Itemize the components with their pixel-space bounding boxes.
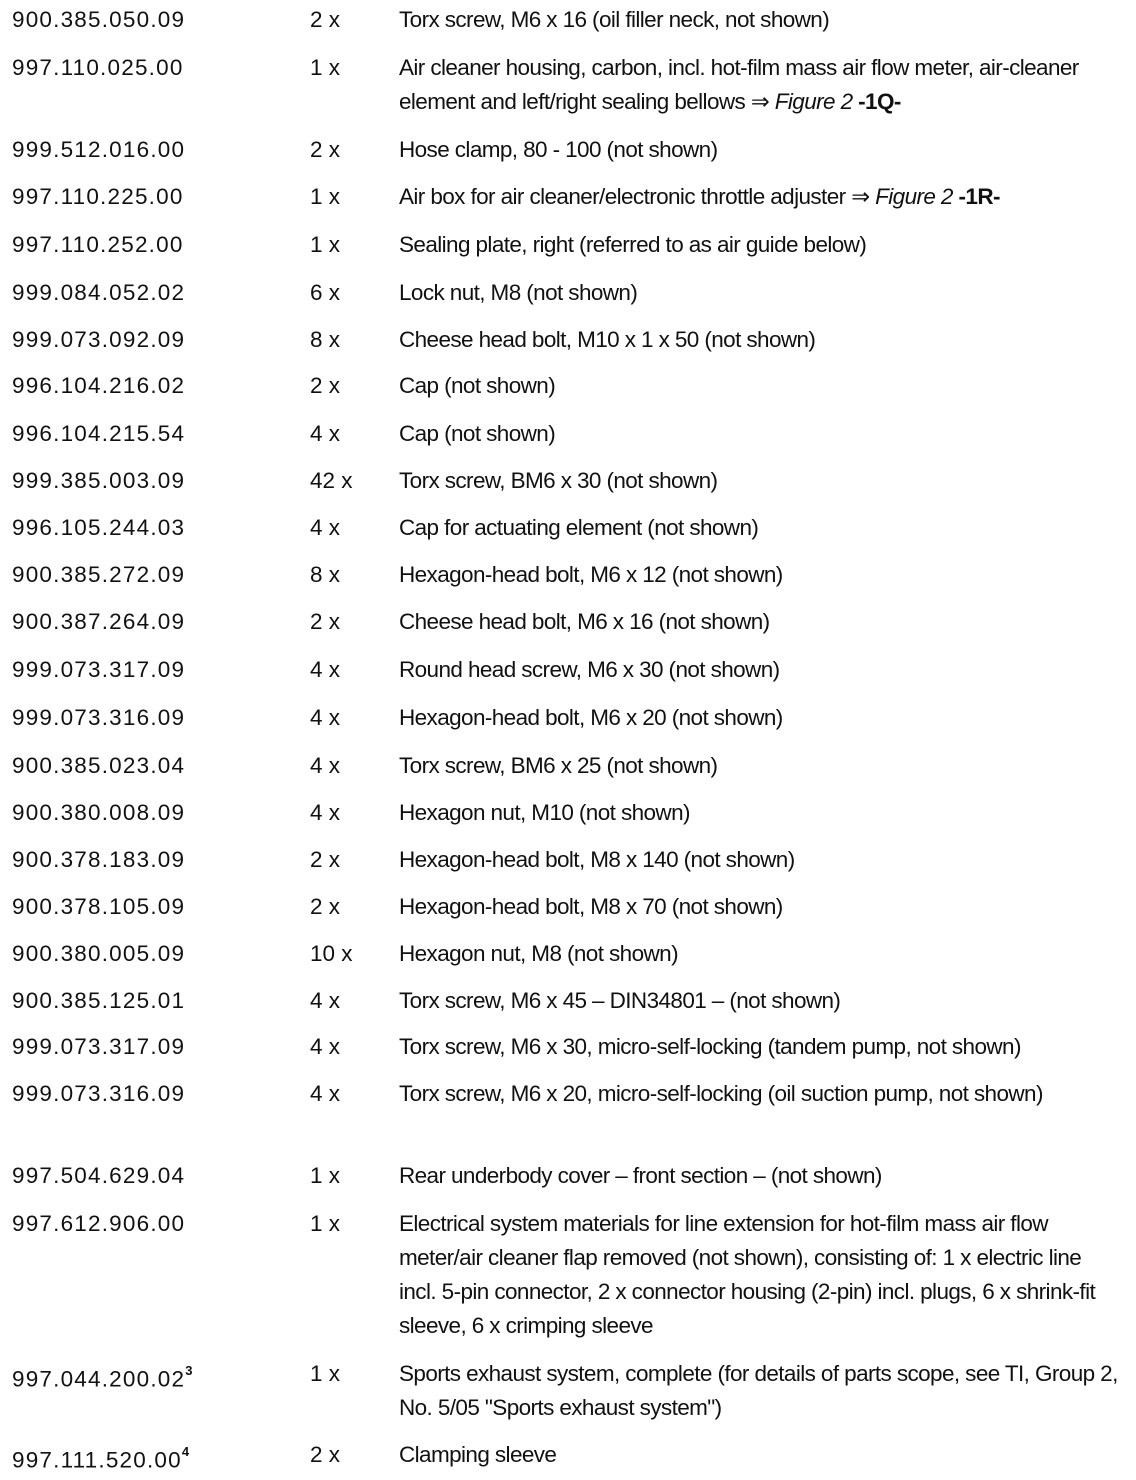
description — [399, 558, 1119, 592]
description — [399, 228, 1119, 262]
quantity: 6 x — [310, 280, 341, 305]
quantity: 4 x — [310, 1034, 341, 1059]
part-number — [12, 1357, 192, 1397]
description — [399, 605, 1119, 639]
part-number: 999.073.316.09 — [12, 705, 186, 730]
part-number: 999.073.317.09 — [12, 657, 186, 682]
quantity: 1 x — [310, 1163, 341, 1188]
part-number: 996.104.215.54 — [12, 421, 186, 446]
description — [399, 843, 1119, 877]
part-number: 999.084.052.02 — [12, 280, 186, 305]
part-number: 900.385.272.09 — [12, 562, 186, 587]
quantity: 2 x — [310, 7, 341, 32]
quantity: 2 x — [310, 373, 341, 398]
description-text: Torx screw, M6 x 45 – DIN34801 – (not shown) — [399, 988, 841, 1013]
part-number: 997.110.225.00 — [12, 184, 184, 209]
description — [399, 1357, 1119, 1425]
description-text: Cap (not shown) — [399, 373, 556, 398]
part-number: 999.073.317.09 — [12, 1034, 186, 1059]
description-text: Hose clamp, 80 - 100 (not shown) — [399, 137, 718, 162]
quantity: 4 x — [310, 657, 341, 682]
description-text: Hexagon-head bolt, M6 x 20 (not shown) — [399, 705, 783, 730]
quantity: 2 x — [310, 609, 341, 634]
part-number: 999.073.092.09 — [12, 327, 186, 352]
quantity: 4 x — [310, 515, 341, 540]
description — [399, 749, 1119, 783]
description-text: Hexagon-head bolt, M8 x 140 (not shown) — [399, 847, 795, 872]
figure-reference: Figure 2 — [774, 89, 853, 114]
figure-reference-arrow: ⇒ — [851, 184, 870, 209]
description-text: Electrical system materials for line extension for hot-film mass air flow meter/air cleaner flap removed (not shown), consisting of: 1 x electric line incl. 5-pin connector, 2 x connector housing (2-pin) incl. plugs, 6 x shrink-fit sleeve, 6 x crimping sleeve — [399, 1211, 1096, 1338]
figure-reference: Figure 2 — [875, 184, 953, 209]
part-number-text: 997.044.200.02 — [12, 1366, 186, 1392]
part-number: 997.110.252.00 — [12, 232, 184, 257]
description — [399, 511, 1119, 545]
description — [399, 701, 1119, 735]
part-number: 900.387.264.09 — [12, 609, 186, 634]
description-text: Cheese head bolt, M6 x 16 (not shown) — [399, 609, 770, 634]
description-text: Sealing plate, right (referred to as air guide below) — [399, 232, 867, 257]
description-text: Torx screw, M6 x 16 (oil filler neck, not shown) — [399, 7, 830, 32]
description-text: Torx screw, M6 x 30, micro-self-locking (tandem pump, not shown) — [399, 1034, 1021, 1059]
description — [399, 1077, 1119, 1111]
part-number — [12, 1438, 189, 1478]
footnote-marker: 4 — [181, 1444, 190, 1459]
part-number: 900.385.023.04 — [12, 753, 186, 778]
description — [399, 464, 1119, 498]
quantity: 4 x — [310, 753, 341, 778]
part-number: 997.110.025.00 — [12, 55, 184, 80]
figure-reference-arrow: ⇒ — [750, 89, 770, 114]
description — [399, 1030, 1119, 1064]
quantity: 4 x — [310, 1081, 341, 1106]
part-number: 900.380.005.09 — [12, 941, 186, 966]
description-text: Hexagon-head bolt, M8 x 70 (not shown) — [399, 894, 783, 919]
description-text: Hexagon nut, M8 (not shown) — [399, 941, 678, 966]
part-number: 997.504.629.04 — [12, 1163, 186, 1188]
part-number-text: 997.111.520.00 — [12, 1447, 182, 1473]
description-text: Hexagon-head bolt, M6 x 12 (not shown) — [399, 562, 783, 587]
part-number: 996.104.216.02 — [12, 373, 186, 398]
part-number: 900.378.183.09 — [12, 847, 186, 872]
figure-item-code: -1Q- — [858, 89, 901, 114]
description — [399, 984, 1119, 1018]
quantity: 8 x — [310, 327, 341, 352]
quantity: 42 x — [310, 468, 353, 493]
quantity: 1 x — [310, 1361, 341, 1386]
description-text: Torx screw, BM6 x 25 (not shown) — [399, 753, 718, 778]
description — [399, 1207, 1119, 1343]
quantity: 1 x — [310, 184, 341, 209]
part-number: 900.385.050.09 — [12, 7, 186, 32]
quantity: 4 x — [310, 705, 341, 730]
description — [399, 937, 1119, 971]
description-text: Torx screw, M6 x 20, micro-self-locking (oil suction pump, not shown) — [399, 1081, 1043, 1106]
quantity: 8 x — [310, 562, 341, 587]
quantity: 2 x — [310, 1442, 341, 1467]
quantity: 2 x — [310, 847, 341, 872]
description — [399, 1159, 1119, 1193]
quantity: 1 x — [310, 55, 341, 80]
description-text: Rear underbody cover – front section – (not shown) — [399, 1163, 882, 1188]
description-text: Cap for actuating element (not shown) — [399, 515, 759, 540]
part-number: 900.380.008.09 — [12, 800, 186, 825]
description — [399, 133, 1119, 167]
description — [399, 1438, 1119, 1472]
description-text: Cheese head bolt, M10 x 1 x 50 (not shown) — [399, 327, 816, 352]
description — [399, 180, 1119, 214]
description-text: Air box for air cleaner/electronic throttle adjuster — [399, 184, 846, 209]
description — [399, 276, 1119, 310]
description — [399, 369, 1119, 403]
description-text: Clamping sleeve — [399, 1442, 557, 1467]
description-text: Lock nut, M8 (not shown) — [399, 280, 638, 305]
quantity: 4 x — [310, 421, 341, 446]
description — [399, 796, 1119, 830]
description — [399, 323, 1119, 357]
description-text: Round head screw, M6 x 30 (not shown) — [399, 657, 780, 682]
description — [399, 890, 1119, 924]
description — [399, 653, 1119, 687]
part-number: 996.105.244.03 — [12, 515, 186, 540]
footnote-marker: 3 — [185, 1363, 193, 1378]
quantity: 2 x — [310, 137, 341, 162]
quantity: 1 x — [310, 232, 341, 257]
part-number: 997.612.906.00 — [12, 1211, 186, 1236]
description-text: Cap (not shown) — [399, 421, 556, 446]
description-text: Hexagon nut, M10 (not shown) — [399, 800, 690, 825]
quantity: 1 x — [310, 1211, 341, 1236]
description — [399, 417, 1119, 451]
description-text: Air cleaner housing, carbon, incl. hot-film mass air flow meter, air-cleaner element and left/right sealing bellows — [399, 55, 1079, 114]
part-number: 900.385.125.01 — [12, 988, 186, 1013]
description — [399, 51, 1119, 119]
quantity: 4 x — [310, 800, 341, 825]
description-text: Sports exhaust system, complete (for details of parts scope, see TI, Group 2, No. 5/05 "Sports exhaust system") — [399, 1361, 1118, 1420]
figure-item-code: -1R- — [958, 184, 1000, 209]
part-number: 900.378.105.09 — [12, 894, 186, 919]
quantity: 2 x — [310, 894, 341, 919]
description — [399, 3, 1119, 37]
part-number: 999.385.003.09 — [12, 468, 186, 493]
quantity: 4 x — [310, 988, 341, 1013]
quantity: 10 x — [310, 941, 353, 966]
description-text: Torx screw, BM6 x 30 (not shown) — [399, 468, 718, 493]
part-number: 999.512.016.00 — [12, 137, 186, 162]
part-number: 999.073.316.09 — [12, 1081, 186, 1106]
